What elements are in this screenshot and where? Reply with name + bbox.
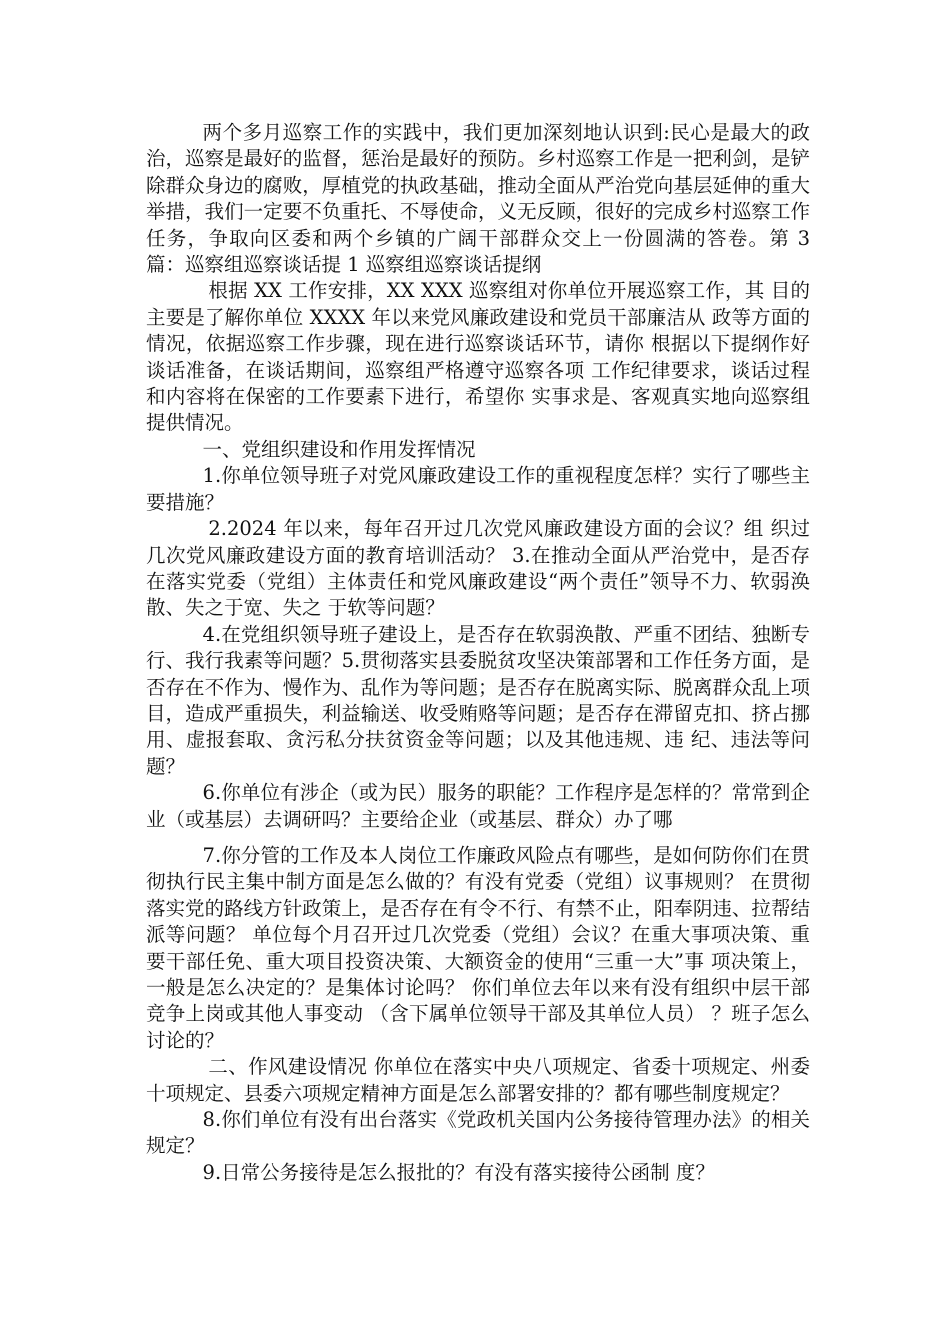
paragraph-inspection-summary: 两个多月巡察工作的实践中，我们更加深刻地认识到:民心是最大的政治，巡察是最好的监督，惩治是最好的预防。乡村巡察工作是一把利剑，是铲除群众身边的腐败，厚植党的执政基础，推动全面从严治党向基层延伸的重大举措，我们一定要不负重托、不辱使命，义无反顾，很好的完成乡村巡察工作任务，争取向区委和两个乡镇的广阔干部群众交上一份圆满的答卷。第 3 篇：巡察组巡察谈话提 1 巡察组巡察谈话提纲 xyxy=(146,121,810,277)
section-heading-work-style: 二、作风建设情况 你单位在落实中央八项规定、省委十项规定、州委十项规定、县委六项规定精神方面是怎么部署安排的？都有哪些制度规定？ xyxy=(146,1055,810,1105)
question-2-3: 2.2024 年以来，每年召开过几次党风廉政建设方面的会议？组 织过几次党风廉政建设方面的教育培训活动？ 3.在推动全面从严治党中，是否存在落实党委（党组）主体责任和党风廉政建设“两个责任”领导不力、软弱涣散、失之于宽、失之 于软等问题？ xyxy=(146,517,810,620)
question-8: 8.你们单位有没有出台落实《党政机关国内公务接待管理办法》的相关规定？ xyxy=(146,1108,810,1158)
paragraph-inspection-notice: 根据 XX 工作安排，XX XXX 巡察组对你单位开展巡察工作，其 目的主要是了解你单位 XXXX 年以来党风廉政建设和党员干部廉洁从 政等方面的情况，依据巡察工作步骤，现在进行巡察谈话环节，请你 根据以下提纲作好谈话准备，在谈话期间，巡察组严格遵守巡察各项 工作纪律要求，谈话过程和内容将在保密的工作要素下进行，希望你 实事求是、客观真实地向巡察组提供情况。 xyxy=(146,279,810,435)
question-6: 6.你单位有涉企（或为民）服务的职能？工作程序是怎样的？常常到企业（或基层）去调研吗？主要给企业（或基层、群众）办了哪 xyxy=(146,781,810,831)
question-7: 7.你分管的工作及本人岗位工作廉政风险点有哪些，是如何防你们在贯彻执行民主集中制方面是怎么做的？有没有党委（党组）议事规则？ 在贯彻落实党的路线方针政策上，是否存在有令不行、有禁不止，阳奉阴违、拉帮结派等问题？ 单位每个月召开过几次党委（党组）会议？在重大事项决策、重要干部任免、重大项目投资决策、大额资金的使用“三重一大”事 项决策上，一般是怎么决定的？是集体讨论吗？ 你们单位去年以来有没有组织中层干部竞争上岗或其他人事变动 （含下属单位领导干部及其单位人员） ？班子怎么讨论的？ xyxy=(146,843,810,1052)
question-4-5: 4.在党组织领导班子建设上，是否存在软弱涣散、严重不团结、独断专行、我行我素等问题？5.贯彻落实县委脱贫攻坚决策部署和工作任务方面，是否存在不作为、慢作为、乱作为等问题；是否存在脱离实际、脱离群众乱上项目，造成严重损失，利益输送、收受贿赂等问题；是否存在滞留克扣、挤占挪用、虚报套取、贪污私分扶贫资金等问题；以及其他违规、违 纪、违法等问题？ xyxy=(146,622,810,778)
document-body xyxy=(146,120,810,1186)
question-1: 1.你单位领导班子对党风廉政建设工作的重视程度怎样？实行了哪些主要措施？ xyxy=(146,464,810,514)
question-9: 9.日常公务接待是怎么报批的？有没有落实接待公函制 度？ xyxy=(202,1160,715,1184)
section-heading-party-organization: 一、党组织建设和作用发挥情况 xyxy=(202,437,476,461)
